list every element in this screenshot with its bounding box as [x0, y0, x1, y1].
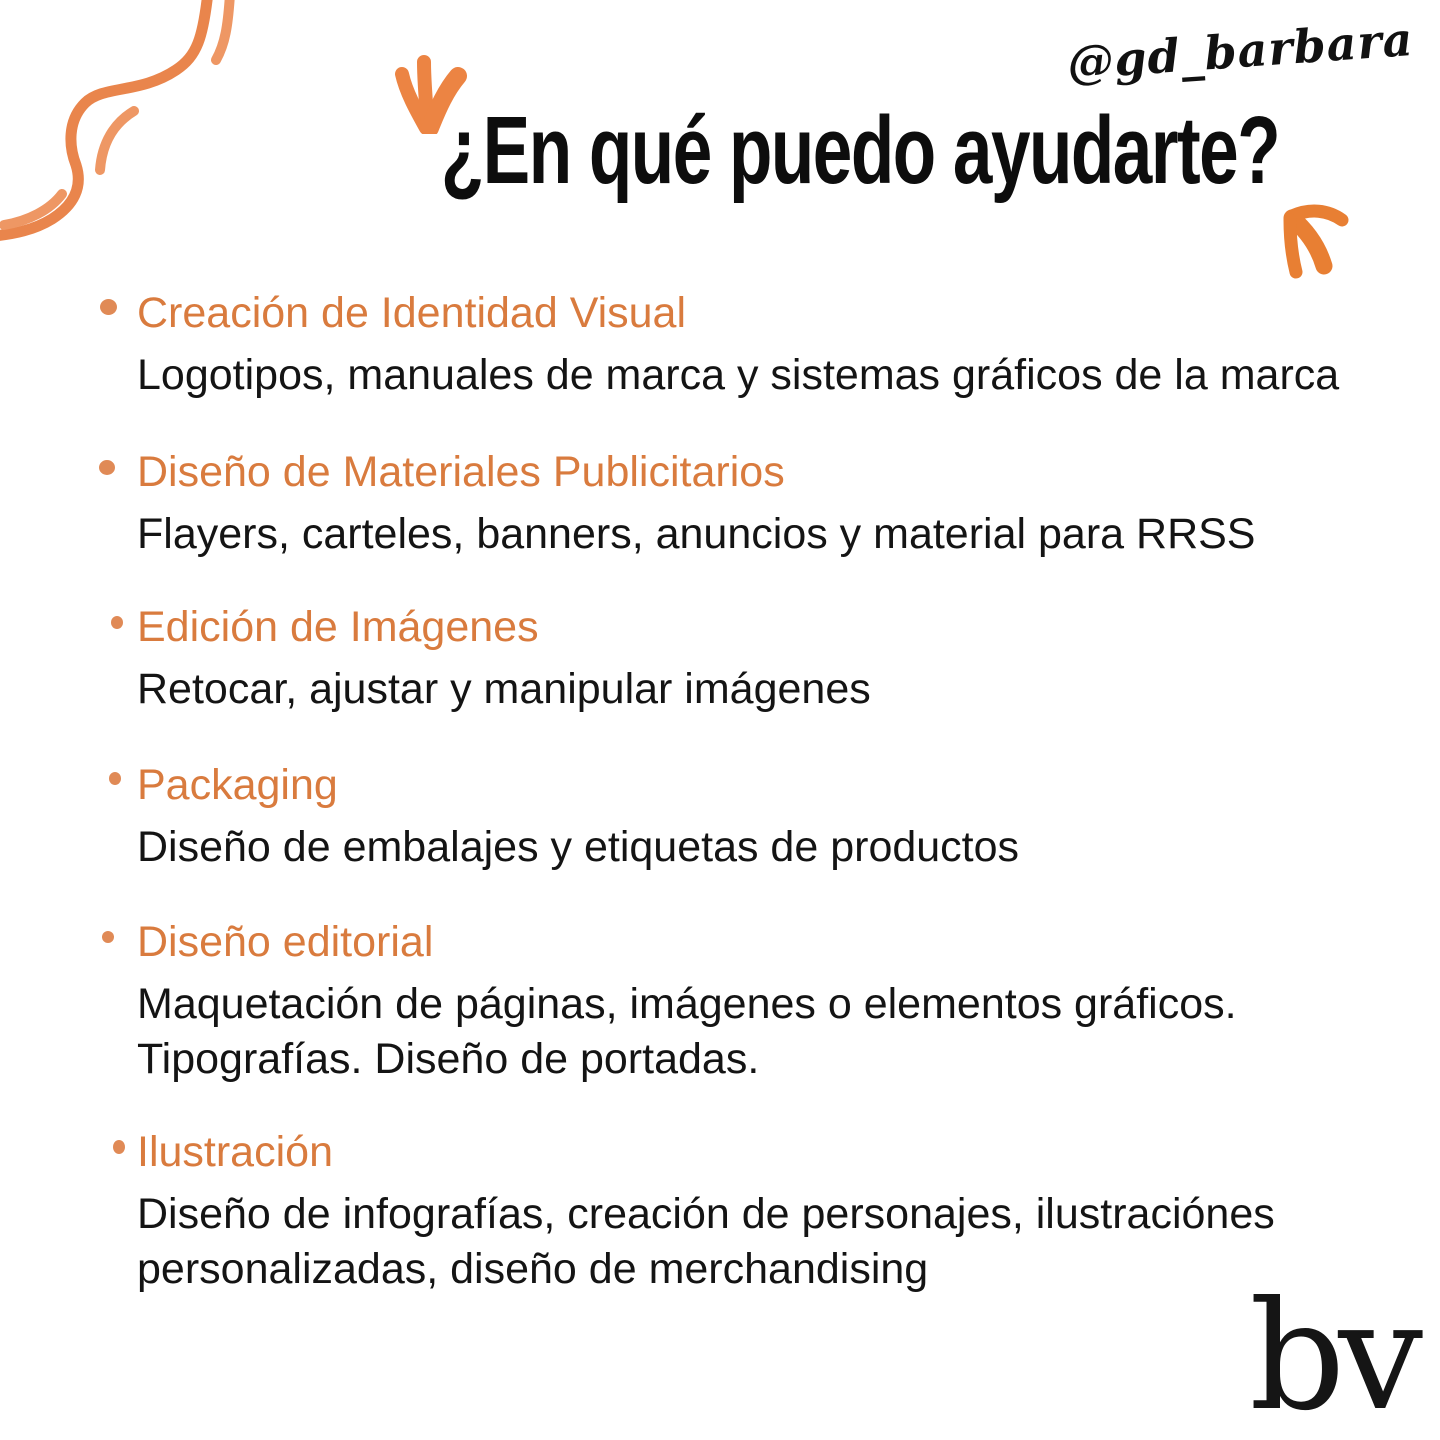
service-heading: Packaging: [137, 761, 338, 809]
service-description: Diseño de embalajes y etiquetas de productos: [137, 822, 1020, 871]
service-item: [95, 917, 1355, 1087]
service-description: Retocar, ajustar y manipular imágenes: [137, 664, 871, 713]
service-heading: Creación de Identidad Visual: [137, 289, 687, 337]
service-heading: Ilustración: [137, 1128, 333, 1176]
page-title: ¿En qué puedo ayudarte?: [440, 97, 1280, 204]
service-description: Maquetación de páginas, imágenes o elementos gráficos. Tipografías. Diseño de portadas.: [137, 979, 1237, 1083]
scribble-dot-icon: [100, 299, 117, 315]
service-item: [95, 602, 1355, 717]
service-heading: Diseño de Materiales Publicitarios: [137, 448, 785, 496]
instagram-handle: @gd_barbara: [1065, 11, 1416, 91]
scribble-dot-icon: [99, 460, 115, 475]
scribble-dot-icon: [113, 1140, 125, 1154]
squiggle-icon: [0, 0, 240, 248]
brand-logo: bv: [1249, 1270, 1416, 1440]
service-item: [95, 447, 1355, 562]
service-description: Diseño de infografías, creación de personajes, ilustraciónes personalizadas, diseño de merchandising: [137, 1189, 1275, 1293]
scribble-dot-icon: [111, 616, 123, 629]
arrow-icon: [1276, 198, 1360, 282]
service-description: Logotipos, manuales de marca y sistemas gráficos de la marca: [137, 350, 1340, 399]
service-heading: Diseño editorial: [137, 918, 434, 966]
service-description: Flayers, carteles, banners, anuncios y material para RRSS: [137, 509, 1256, 558]
scribble-dot-icon: [109, 772, 121, 785]
service-item: [95, 288, 1355, 403]
service-heading: Edición de Imágenes: [137, 603, 539, 651]
service-item: [95, 1127, 1355, 1297]
scribble-dot-icon: [102, 931, 114, 943]
service-item: [95, 760, 1355, 875]
